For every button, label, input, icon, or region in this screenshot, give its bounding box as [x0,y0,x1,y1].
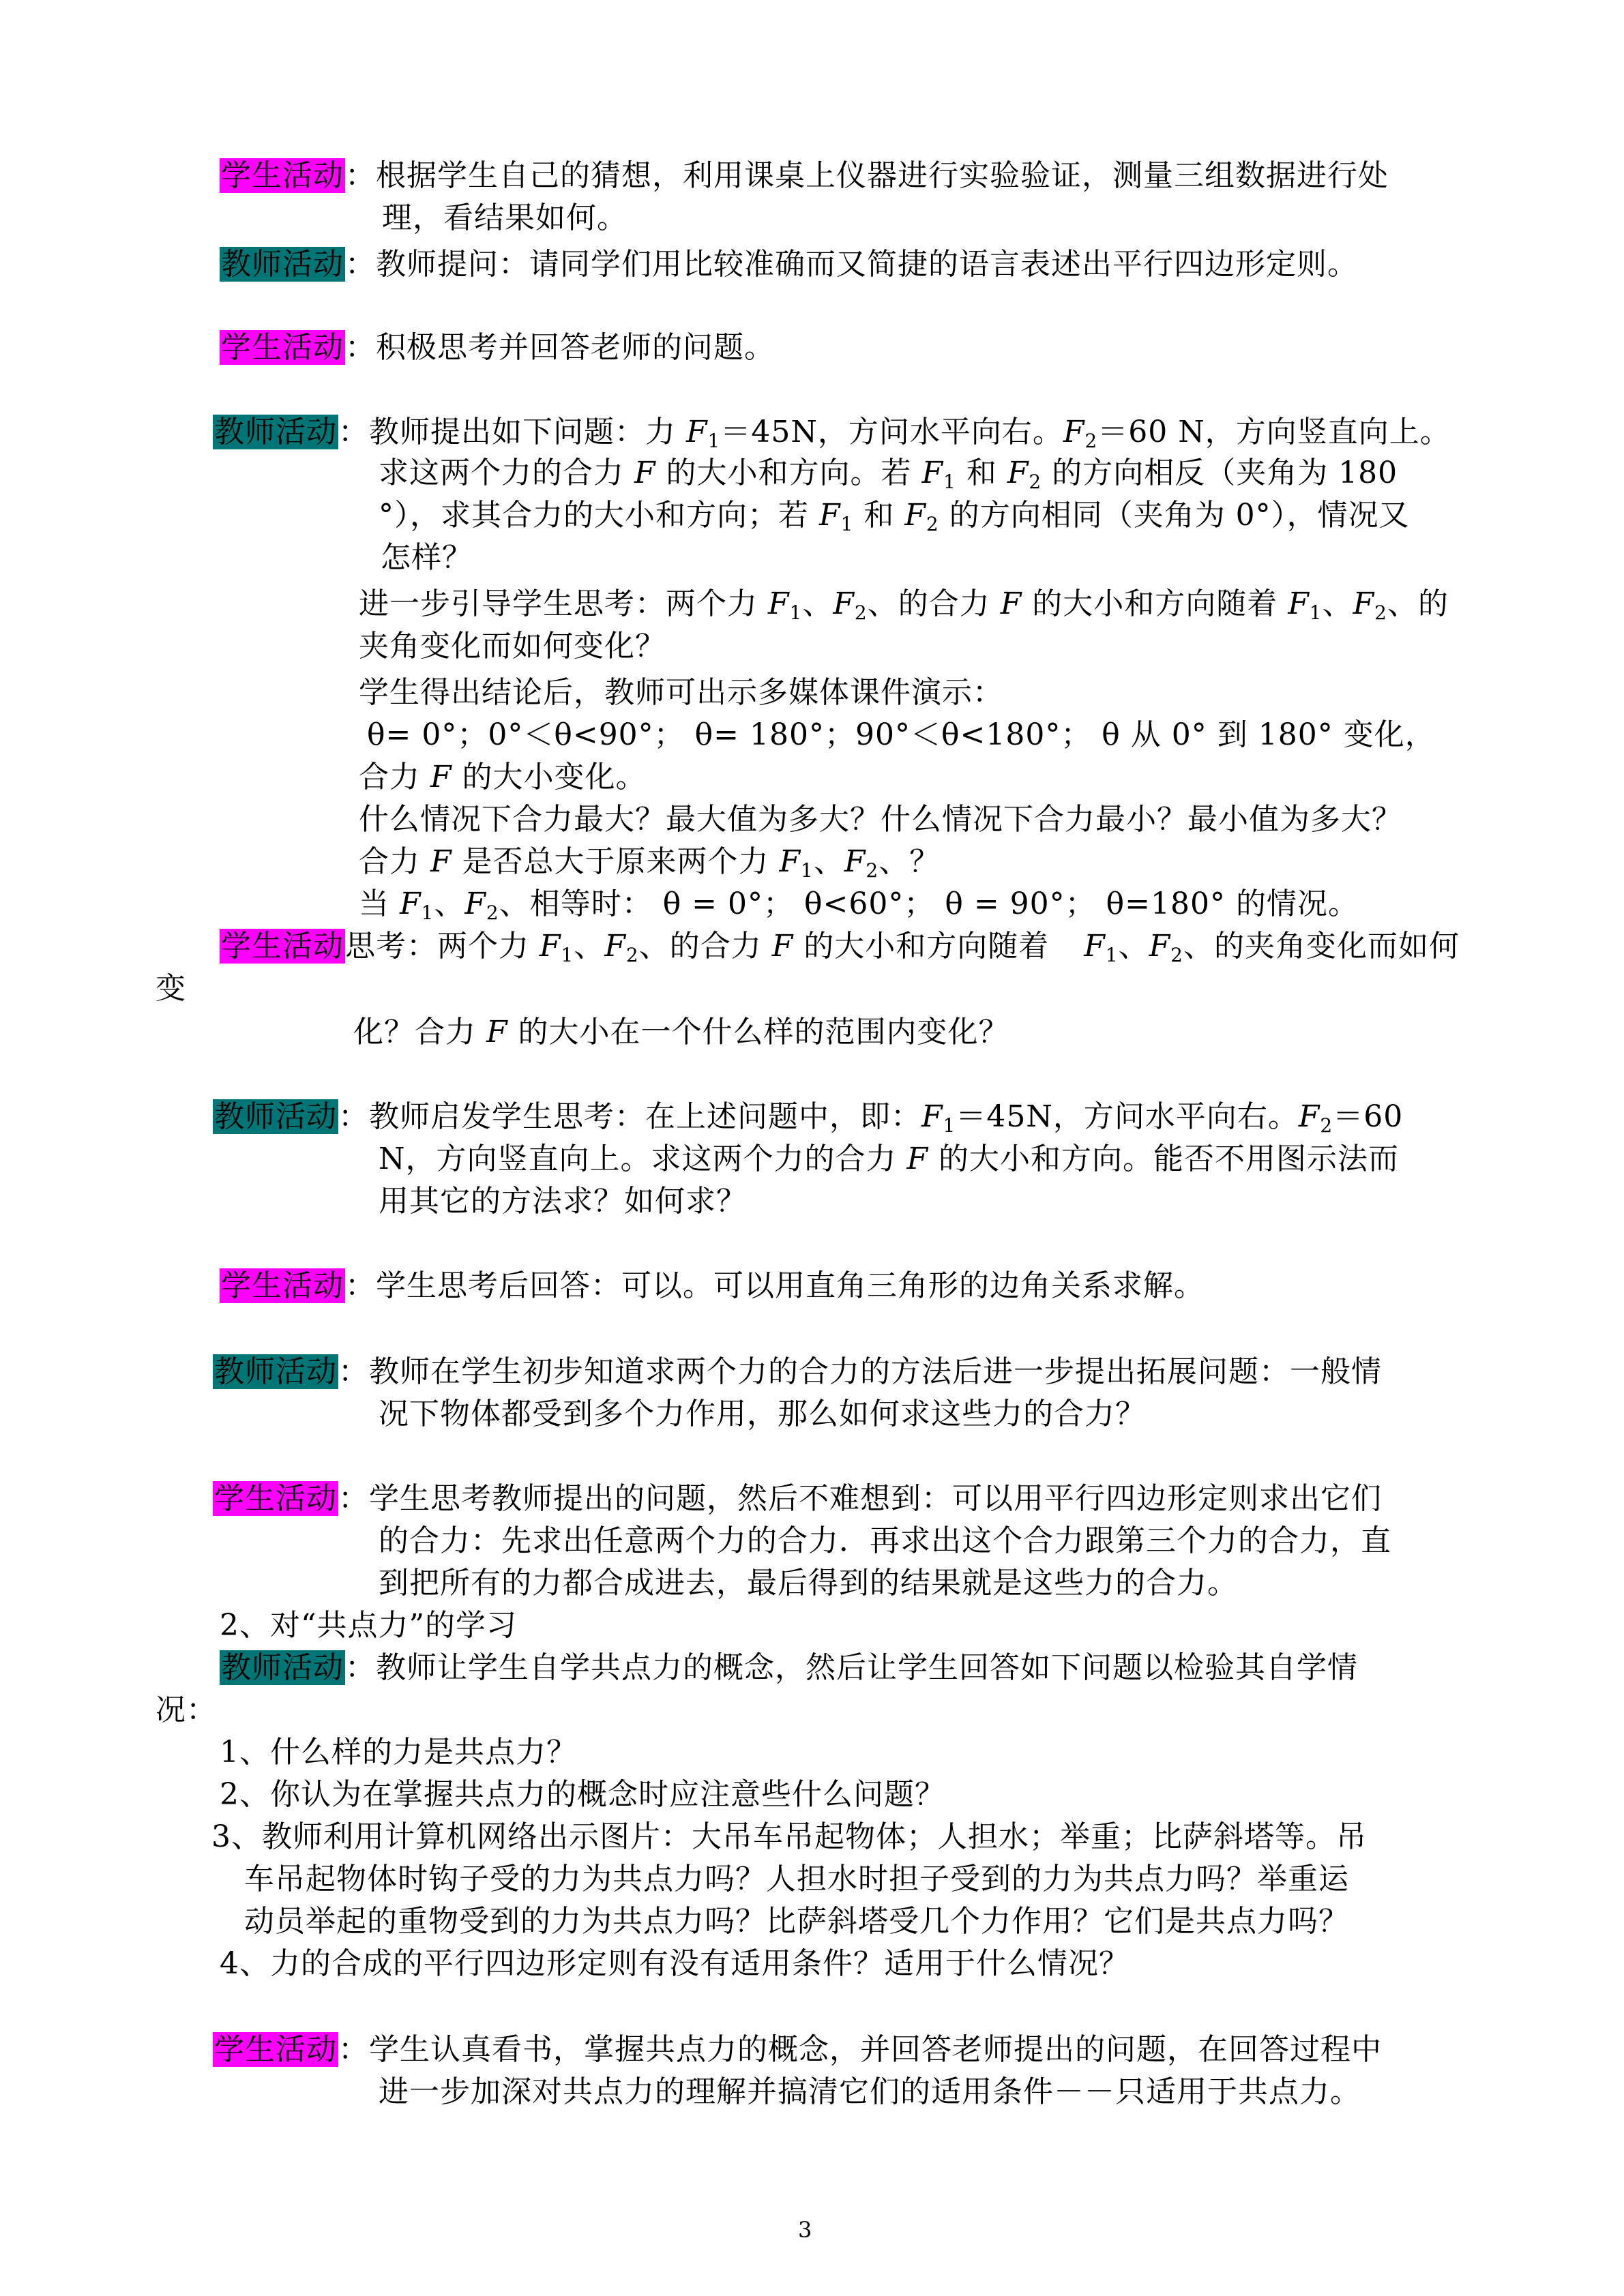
force-symbol: F [768,586,790,621]
subscript: 2 [926,513,939,535]
text-run: ：积极思考并回答老师的问题。 [345,330,775,365]
subscript: 2 [866,859,879,882]
text-run: ＝60 N，方向竖直向上。 [1097,415,1451,449]
text-line [359,841,940,882]
force-symbol: F [1298,1099,1320,1134]
force-symbol: F [486,1015,508,1049]
teacher-activity-line [220,1648,1358,1688]
text-line: 怎样？ [381,540,473,575]
force-symbol: F [604,929,626,964]
question-item: 2、你认为在掌握共点力的概念时应注意些什么问题？ [220,1777,945,1812]
student-activity-line [220,327,775,368]
question-item: 4、力的合成的平行四边形定则有没有适用条件？适用于什么情况？ [220,1946,1130,1981]
student-activity-line [220,1266,1205,1307]
text-run: 是否总大于原来两个力 [452,844,780,879]
teacher-activity-line [213,1352,1382,1392]
student-activity-line [220,926,1460,967]
page-number: 3 [798,2217,812,2243]
force-symbol: F [430,760,452,794]
text-run: ：教师让学生自学共点力的概念，然后让学生回答如下问题以检验其自学情 [345,1650,1358,1685]
student-activity-tag: 学生活动 [221,330,344,365]
teacher-activity-tag: 教师活动 [214,1099,337,1134]
text-run: 合力 [359,844,430,879]
text-line: θ= 0°；0°＜θ<90°； θ= 180°；90°＜θ<180°； θ 从 0° 到 180° 变化， [367,717,1436,752]
text-run: 求这两个力的合力 [379,456,634,490]
force-symbol: F [464,886,486,921]
text-run: ：学生认真看书，掌握共点力的概念，并回答老师提出的问题，在回答过程中 [338,2032,1382,2067]
subscript: 2 [1084,430,1098,452]
text-run: 思考：两个力 [345,929,540,964]
text-line [359,584,1449,625]
force-symbol: F [771,929,794,964]
student-activity-line [213,2029,1382,2070]
force-symbol: F [1288,586,1310,621]
text-run: ：教师提问：请同学们用比较准确而又简捷的语言表述出平行四边形定则。 [345,247,1358,282]
text-line: 变 [156,971,186,1006]
subscript: 1 [561,944,574,966]
text-run: ＝60 [1333,1099,1404,1134]
force-symbol: F [844,844,866,879]
text-line: 的合力：先求出任意两个力的合力．再求出这个合力跟第三个力的合力，直 [379,1523,1391,1558]
text-line [379,1139,1399,1180]
force-symbol: F [686,415,708,449]
text-run: 当 [359,886,400,921]
text-line: 夹角变化而如何变化？ [359,629,666,664]
subscript: 2 [1374,601,1387,624]
question-item-continued: 车吊起物体时钩子受的力为共点力吗？人担水时担子受到的力为共点力吗？举重运 [244,1862,1349,1896]
teacher-activity-tag: 教师活动 [214,415,337,449]
text-run: 的大小变化。 [452,760,647,794]
text-run: °），求其合力的大小和方向；若 [379,498,819,533]
subscript: 1 [943,471,956,493]
teacher-activity-line [220,244,1358,285]
text-line: 况： [156,1693,217,1727]
text-run: 的大小和方向随着 [1022,586,1288,621]
text-run: 的大小在一个什么样的范围内变化？ [507,1015,1009,1049]
text-run: ：学生思考教师提出的问题，然后不难想到：可以用平行四边形定则求出它们 [338,1481,1382,1516]
text-run: 合力 [359,760,430,794]
subscript: 1 [943,1114,956,1137]
text-line [359,757,647,798]
text-line [359,884,1359,925]
text-run: 进一步引导学生思考：两个力 [359,586,768,621]
teacher-activity-tag: 教师活动 [221,1650,344,1685]
subscript: 2 [1320,1114,1333,1137]
text-run: ：教师在学生初步知道求两个力的合力的方法后进一步提出拓展问题：一般情 [338,1354,1382,1389]
subscript: 2 [486,901,499,924]
subscript: 2 [854,601,868,624]
teacher-activity-line [213,412,1451,453]
force-symbol: F [833,586,855,621]
student-activity-tag: 学生活动 [214,1481,337,1516]
text-run: ＝45N，方问水平向右。 [720,415,1063,449]
text-run: ：教师提出如下问题：力 [338,415,686,449]
text-run: ：教师启发学生思考：在上述问题中，即： [338,1099,921,1134]
text-run: 、 [813,844,844,879]
student-activity-tag: 学生活动 [214,2032,337,2067]
student-activity-line [220,155,1389,196]
text-line [379,453,1398,494]
text-run: ：学生思考后回答：可以。可以用直角三角形的边角关系求解。 [345,1268,1205,1303]
force-symbol: F [1149,929,1171,964]
teacher-activity-tag: 教师活动 [214,1354,337,1389]
text-run: 、 [802,586,833,621]
text-line: 什么情况下合力最大？最大值为多大？什么情况下合力最小？最小值为多大？ [359,802,1402,837]
force-symbol: F [1353,586,1375,621]
subscript: 1 [1105,944,1119,966]
question-item-continued: 动员举起的重物受到的力为共点力吗？比萨斜塔受几个力作用？它们是共点力吗？ [244,1904,1349,1939]
text-run: ＝45N，方问水平向右。 [956,1099,1299,1134]
text-run: 、 [434,886,465,921]
text-line: 理，看结果如何。 [382,200,628,235]
text-line [353,1012,1009,1053]
teacher-activity-line [213,1097,1403,1137]
subscript: 1 [421,901,434,924]
force-symbol: F [1084,929,1106,964]
text-run: 和 [956,456,1007,490]
text-run: ：根据学生自己的猜想，利用课桌上仪器进行实验验证，测量三组数据进行处 [345,158,1389,193]
force-symbol: F [819,498,841,533]
text-run: 、 [574,929,605,964]
force-symbol: F [634,456,656,490]
text-line: 学生得出结论后，教师可出示多媒体课件演示： [359,675,1003,710]
teacher-activity-tag: 教师活动 [221,247,344,282]
student-activity-tag: 学生活动 [221,158,344,193]
force-symbol: F [921,1099,943,1134]
student-activity-line [213,1478,1382,1519]
text-run: 的大小和方向。若 [655,456,922,490]
force-symbol: F [400,886,422,921]
text-run: 、的 [1387,586,1449,621]
text-run: 、相等时： θ = 0°； θ<60°； θ = 90°； θ=180° 的情况。 [499,886,1359,921]
text-run: 、的夹角变化而如何 [1183,929,1460,964]
force-symbol: F [1007,456,1029,490]
text-run: 和 [853,498,905,533]
subscript: 1 [789,601,803,624]
text-line [379,495,1410,536]
force-symbol: F [1000,586,1022,621]
subscript: 1 [707,430,721,452]
question-item: 3、教师利用计算机网络出示图片：大吊车吊起物体；人担水；举重；比萨斜塔等。吊 [211,1819,1367,1854]
student-activity-tag: 学生活动 [221,1268,344,1303]
force-symbol: F [779,844,801,879]
text-line: 用其它的方法求？如何求？ [379,1184,747,1219]
force-symbol: F [906,1142,929,1176]
force-symbol: F [540,929,561,964]
subscript: 1 [801,859,814,882]
student-activity-tag: 学生活动 [221,929,344,964]
text-run: 的大小和方向。能否不用图示法而 [928,1142,1400,1176]
text-run: 的方向相同（夹角为 0°），情况又 [939,498,1410,533]
text-run: 、的合力 [867,586,1001,621]
text-run: 、的合力 [638,929,772,964]
section-heading: 2、对“共点力”的学习 [220,1608,517,1643]
text-run: 的大小和方向随着 [793,929,1060,964]
text-run: 、 [1322,586,1353,621]
text-line: 进一步加深对共点力的理解并搞清它们的适用条件－－只适用于共点力。 [379,2074,1361,2109]
subscript: 1 [840,513,854,535]
text-run: N，方向竖直向上。求这两个力的合力 [379,1142,907,1176]
subscript: 2 [1029,471,1042,493]
subscript: 2 [625,944,639,966]
text-run: 、？ [879,844,941,879]
force-symbol: F [1063,415,1085,449]
question-item: 1、什么样的力是共点力？ [220,1735,577,1770]
force-symbol: F [430,844,452,879]
force-symbol: F [921,456,944,490]
text-line: 到把所有的力都合成进去，最后得到的结果就是这些力的合力。 [379,1566,1238,1600]
text-run: 、 [1118,929,1149,964]
subscript: 2 [1170,944,1183,966]
text-line: 况下物体都受到多个力作用，那么如何求这些力的合力？ [379,1397,1146,1431]
subscript: 1 [1309,601,1323,624]
force-symbol: F [904,498,926,533]
text-run: 的方向相反（夹角为 180 [1042,456,1398,490]
text-run: 化？合力 [353,1015,486,1049]
